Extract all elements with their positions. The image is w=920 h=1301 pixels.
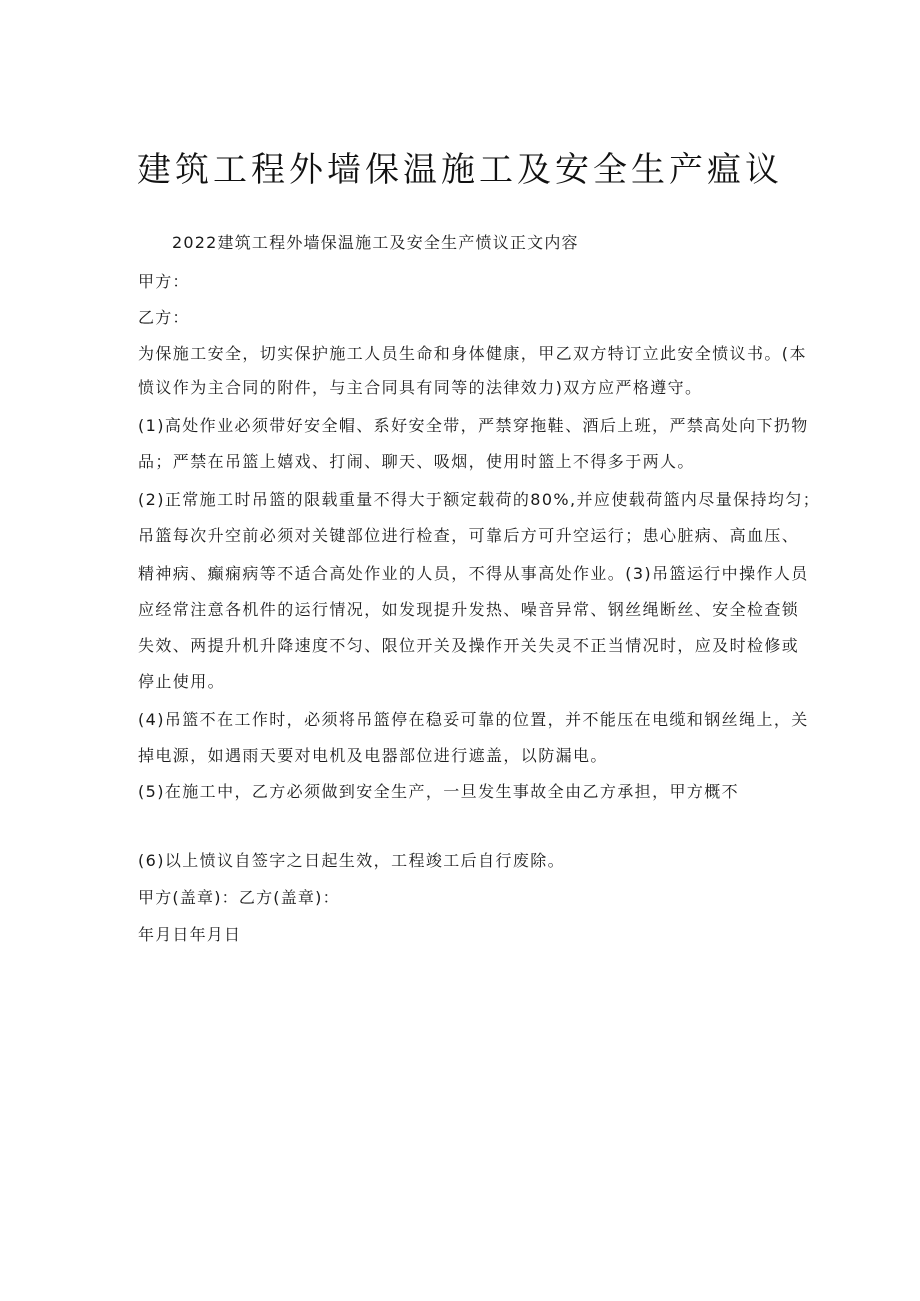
paragraph-line: 停止使用。: [138, 672, 226, 691]
signature-line: 甲方(盖章)：乙方(盖章)：: [138, 888, 340, 907]
paragraph-line: (5)在施工中，乙方必须做到安全生产，一旦发生事故全由乙方承担，甲方概不: [138, 782, 740, 801]
paragraph-line: 应经常注意各机件的运行情况，如发现提升发热、噪音异常、钢丝绳断丝、安全检查锁: [138, 600, 800, 619]
paragraph-line: 掉电源，如遇雨天要对电机及电器部位进行遮盖，以防漏电。: [138, 746, 608, 765]
paragraph-line: (1)高处作业必须带好安全帽、系好安全带，严禁穿拖鞋、酒后上班，严禁高处向下扔物: [138, 416, 809, 435]
paragraph-line: 为保施工安全，切实保护施工人员生命和身体健康，甲乙双方特订立此安全愤议书。(本: [138, 344, 807, 363]
party-b-label: 乙方：: [138, 308, 190, 327]
document-subtitle: 2022建筑工程外墙保温施工及安全生产愤议正文内容: [172, 233, 579, 252]
party-a-label: 甲方：: [138, 272, 190, 291]
paragraph-line: (2)正常施工时吊篮的限载重量不得大于额定载荷的80%,并应使载荷篮内尽量保持均匀；: [138, 490, 821, 509]
paragraph-line: (4)吊篮不在工作时，必须将吊篮停在稳妥可靠的位置，并不能压在电缆和钢丝绳上，关: [138, 710, 809, 729]
paragraph-line: 精神病、癫痫病等不适合高处作业的人员，不得从事高处作业。(3)吊篮运行中操作人员: [138, 564, 809, 583]
date-line: 年月日年月日: [138, 925, 242, 944]
paragraph-line: 愤议作为主合同的附件，与主合同具有同等的法律效力)双方应严格遵守。: [138, 378, 703, 397]
paragraph-line: (6)以上愤议自签字之日起生效，工程竣工后自行废除。: [138, 851, 566, 870]
paragraph-line: 品；严禁在吊篮上嬉戏、打闹、聊天、吸烟，使用时篮上不得多于两人。: [138, 452, 695, 471]
document-title: 建筑工程外墙保温施工及安全生产瘟议: [137, 150, 783, 190]
paragraph-line: 吊篮每次升空前必须对关键部位进行检查，可靠后方可升空运行；患心脏病、高血压、: [138, 526, 800, 545]
paragraph-line: 失效、两提升机升降速度不匀、限位开关及操作开关失灵不正当情况时，应及时检修或: [138, 636, 800, 655]
